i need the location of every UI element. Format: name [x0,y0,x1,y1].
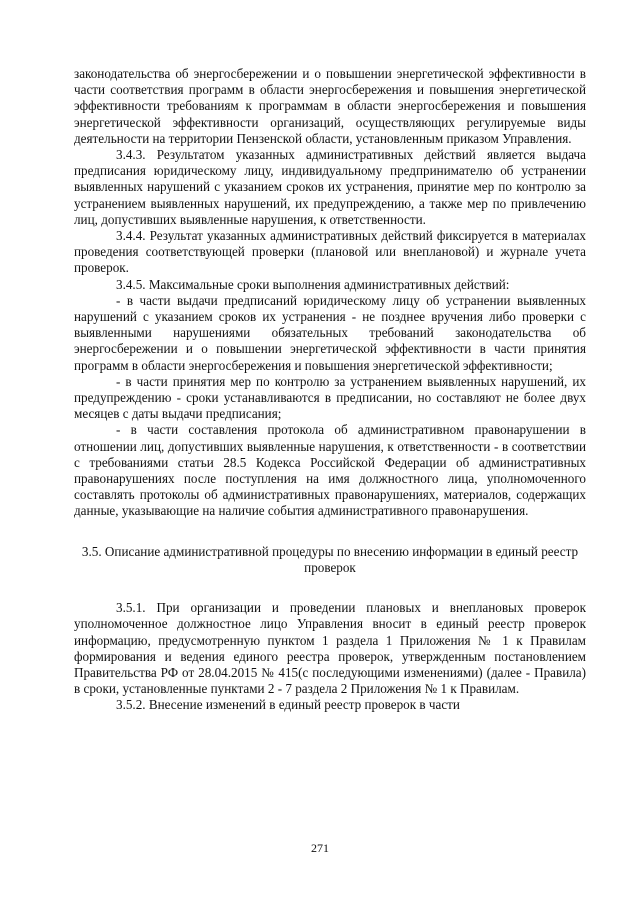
paragraph: законодательства об энергосбережении и о повышении энергетической эффективности в части соответствия программ в области энергосбережения и повышения энергетической эффективности требованиям к программам в области энергосбережения и повышения энергетической эффективности организаций, осуществляющих регулируемые виды деятельности на территории Пензенской области, установленным приказом Управления. [74,66,586,146]
list-item-control-measures: - в части принятия мер по контролю за устранением выявленных нарушений, их предупреждению - сроки устанавливаются в предписании, но составляют не более двух месяцев с даты выдачи предписания; [74,373,586,422]
section-heading: 3.5. Описание административной процедуры по внесению информации в единый реестр проверок [81,543,579,575]
body-text-top [74,66,586,520]
list-item-protocol: - в части составления протокола об административном правонарушении в отношении лиц, допустивших выявленные нарушения, к ответственности - в соответствии с требованиями статьи 28.5 Кодекса Российской Федерации об административных правонарушениях после поступления на имя должностного лица, уполномоченного составлять протоколы об административных правонарушениях, материалов, содержащих данные, указывающие на наличие события административного правонарушения. [74,422,586,519]
paragraph-3-5-2: 3.5.2. Внесение изменений в единый реестр проверок в части [116,697,460,713]
paragraph-3-5-1: 3.5.1. При организации и проведении плановых и внеплановых проверок уполномоченное должностное лицо Управления вносит в единый реестр проверок информацию, предусмотренную пунктом 1 раздела 1 Приложения № 1 к Правилам формирования и ведения единого реестра проверок, утвержденным постановлением Правительства РФ от 28.04.2015 № 415(с последующими изменениями) (далее - Правила) в сроки, установленные пунктами 2 - 7 раздела 2 Приложения № 1 к Правилам. [74,600,586,697]
paragraph-3-4-3: 3.4.3. Результатом указанных административных действий является выдача предписания юридическому лицу, индивидуальному предпринимателю об устранении выявленных нарушений с указанием сроков их устранения, принятие мер по контролю за устранением выявленных нарушений, их предупреждению, а также мер по привлечению лиц, допустивших выявленные нарушения, к ответственности. [74,147,586,227]
page-number: 271 [311,841,329,855]
paragraph-3-4-4: 3.4.4. Результат указанных административных действий фиксируется в материалах проведения соответствующей проверки (плановой или внеплановой) и журнале учета проверок. [74,228,586,276]
spacer [74,576,586,600]
body-text-bottom [74,600,586,713]
spacer [74,520,586,544]
list-item-prescriptions: - в части выдачи предписаний юридическому лицу об устранении выявленных нарушений с указанием сроков их устранения - не позднее вручения либо проверки с выявленными нарушениями обязательных требований законодательства об энергосбережении и о повышении энергетической эффективности в части принятия программ в области энергосбережения и повышения энергетической эффективности; [74,292,586,373]
paragraph-3-4-5: 3.4.5. Максимальные сроки выполнения административных действий: [116,276,510,292]
